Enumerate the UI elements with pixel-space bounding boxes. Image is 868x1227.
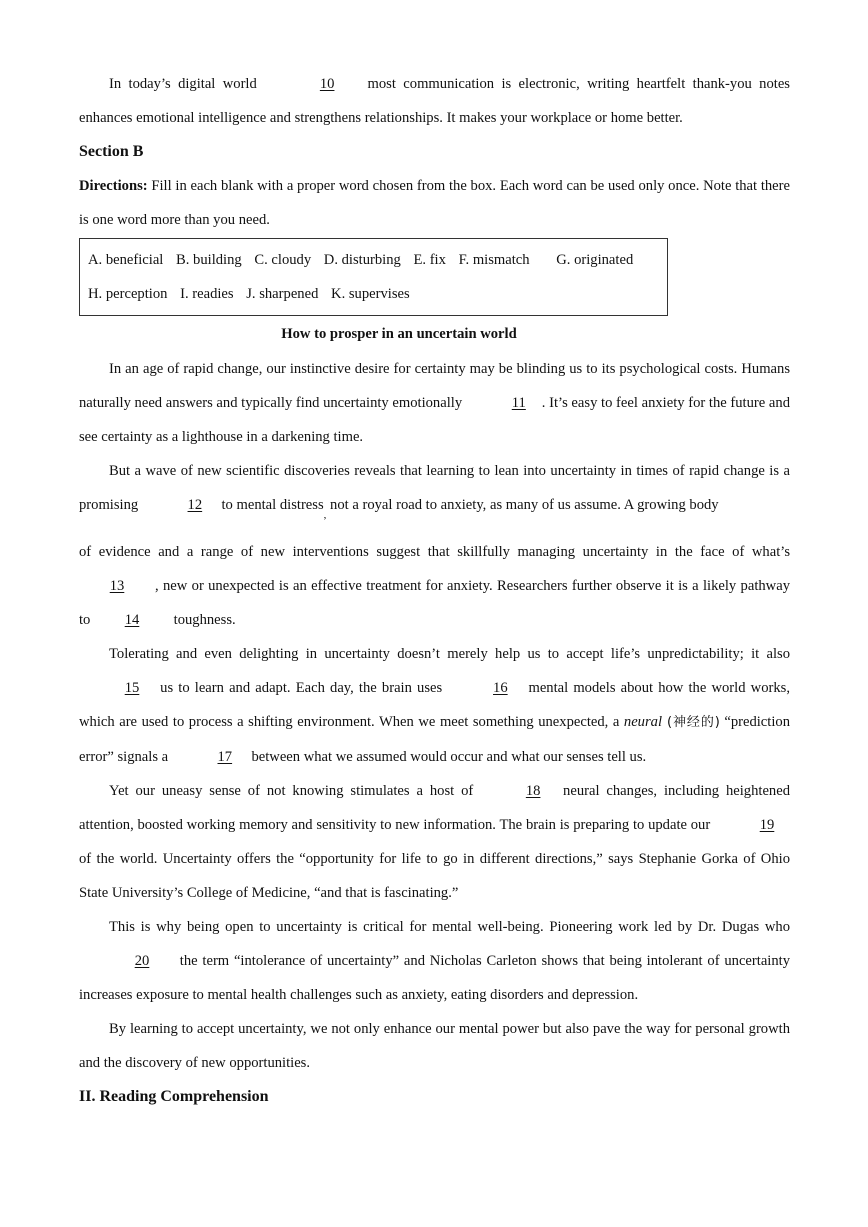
neural-term: neural (623, 714, 662, 730)
intro-paragraph (79, 67, 790, 135)
option-c: C. cloudy (254, 252, 312, 268)
article-paragraph-6: By learning to accept uncertainty, we not only enhance our mental power but also pave the way for personal growth and the discovery of new opportunities. (79, 1021, 790, 1071)
option-h: H. perception (88, 286, 168, 302)
directions-label: Directions: (79, 178, 148, 194)
text-fragment: not a royal road to anxiety, as many of us assume. A growing body (326, 497, 719, 513)
text-fragment: to mental distress (217, 497, 324, 513)
text-fragment: In today’s digital world (109, 76, 265, 92)
directions-text: Fill in each blank with a proper word chosen from the box. Each word can be used only once. Note that there is one word more than you need. (79, 178, 790, 228)
chinese-gloss: (神经的) (662, 715, 720, 730)
text-fragment: mental models about how the world works, which are used to process a shifting environment. When we meet something unexpected, a (79, 680, 790, 730)
text-fragment: between what we assumed would occur and what our senses tell us. (247, 749, 647, 765)
option-d: D. disturbing (323, 252, 401, 268)
text-fragment: “prediction error” signals a (79, 714, 790, 765)
text-fragment: of evidence and a range of new interventions suggest that skillfully managing uncertainty in the face of what’s (79, 544, 790, 560)
text-fragment: This is why being open to uncertainty is critical for mental well-being. Pioneering work led by Dr. Dugas who (109, 919, 790, 935)
blank-20: 20 (134, 953, 150, 969)
directions-paragraph (79, 169, 790, 237)
option-k: K. supervises (331, 286, 410, 302)
text-fragment: Tolerating and even delighting in uncertainty doesn’t merely help us to accept life’s unpredictability; it also (109, 646, 790, 662)
word-bank-row-1 (88, 243, 659, 277)
article-paragraph-2b (79, 535, 790, 637)
text-fragment: the term “intolerance of uncertainty” and Nicholas Carleton shows that being intolerant of uncertainty increases exposure to mental health challenges such as anxiety, eating disorders and depression. (79, 953, 790, 1003)
text-fragment: , new or unexpected is an effective treatment for anxiety. Researchers further observe it is a likely pathway to (79, 578, 790, 628)
text-fragment: us to learn and adapt. Each day, the brain uses (155, 680, 448, 696)
word-bank-box (79, 238, 668, 316)
option-a: A. beneficial (88, 252, 164, 268)
blank-11: 11 (511, 395, 526, 411)
option-j: J. sharpened (246, 286, 319, 302)
spacer (79, 523, 790, 535)
text-fragment: toughness. (170, 612, 236, 628)
article-title: How to prosper in an uncertain world (281, 326, 517, 342)
option-e: E. fix (413, 252, 446, 268)
option-b: B. building (176, 252, 242, 268)
reading-comprehension-heading: II. Reading Comprehension (79, 1088, 269, 1105)
article-paragraph-1 (79, 352, 790, 454)
stray-comma: , (323, 509, 327, 521)
text-fragment: of the world. Uncertainty offers the “opportunity for life to go in different directions,” says Stephanie Gorka of Ohio State University’s College of Medicine, “and that is fascinating.” (79, 851, 790, 901)
text-fragment: But a wave of new scientific discoveries reveals that learning to lean into uncertainty in times of rapid change is a promising (79, 463, 790, 513)
blank-19: 19 (759, 817, 775, 833)
text-fragment: In an age of rapid change, our instinctive desire for certainty may be blinding us to its psychological costs. Humans naturally need answers and typically find uncertainty emotionally (79, 361, 790, 411)
blank-18: 18 (525, 783, 541, 799)
blank-16: 16 (493, 680, 508, 696)
option-i: I. readies (180, 286, 234, 302)
blank-13: 13 (109, 578, 125, 594)
text-fragment: . It’s easy to feel anxiety for the future and see certainty as a lighthouse in a darkening time. (79, 395, 790, 445)
article-paragraph-3 (79, 637, 790, 774)
word-bank-row-2 (88, 277, 659, 311)
article-paragraph-5 (79, 910, 790, 1012)
section-b-heading: Section B (79, 143, 144, 160)
blank-17: 17 (217, 749, 233, 765)
blank-10: 10 (319, 76, 335, 92)
blank-14: 14 (124, 612, 140, 628)
option-g: G. originated (556, 252, 634, 268)
option-f: F. mismatch (458, 252, 530, 268)
article-paragraph-4 (79, 774, 790, 910)
text-fragment: neural changes, including heightened attention, boosted working memory and sensitivity to new information. The brain is preparing to update our (79, 783, 791, 833)
worksheet-page (79, 67, 790, 1114)
text-fragment: most communication is electronic, writing heartfelt thank-you notes enhances emotional intelligence and strengthens relationships. It makes your workplace or home better. (79, 76, 790, 126)
blank-12: 12 (187, 497, 203, 513)
blank-15: 15 (124, 680, 140, 696)
article-paragraph-2a (79, 454, 790, 523)
text-fragment: Yet our uneasy sense of not knowing stimulates a host of (109, 783, 481, 799)
